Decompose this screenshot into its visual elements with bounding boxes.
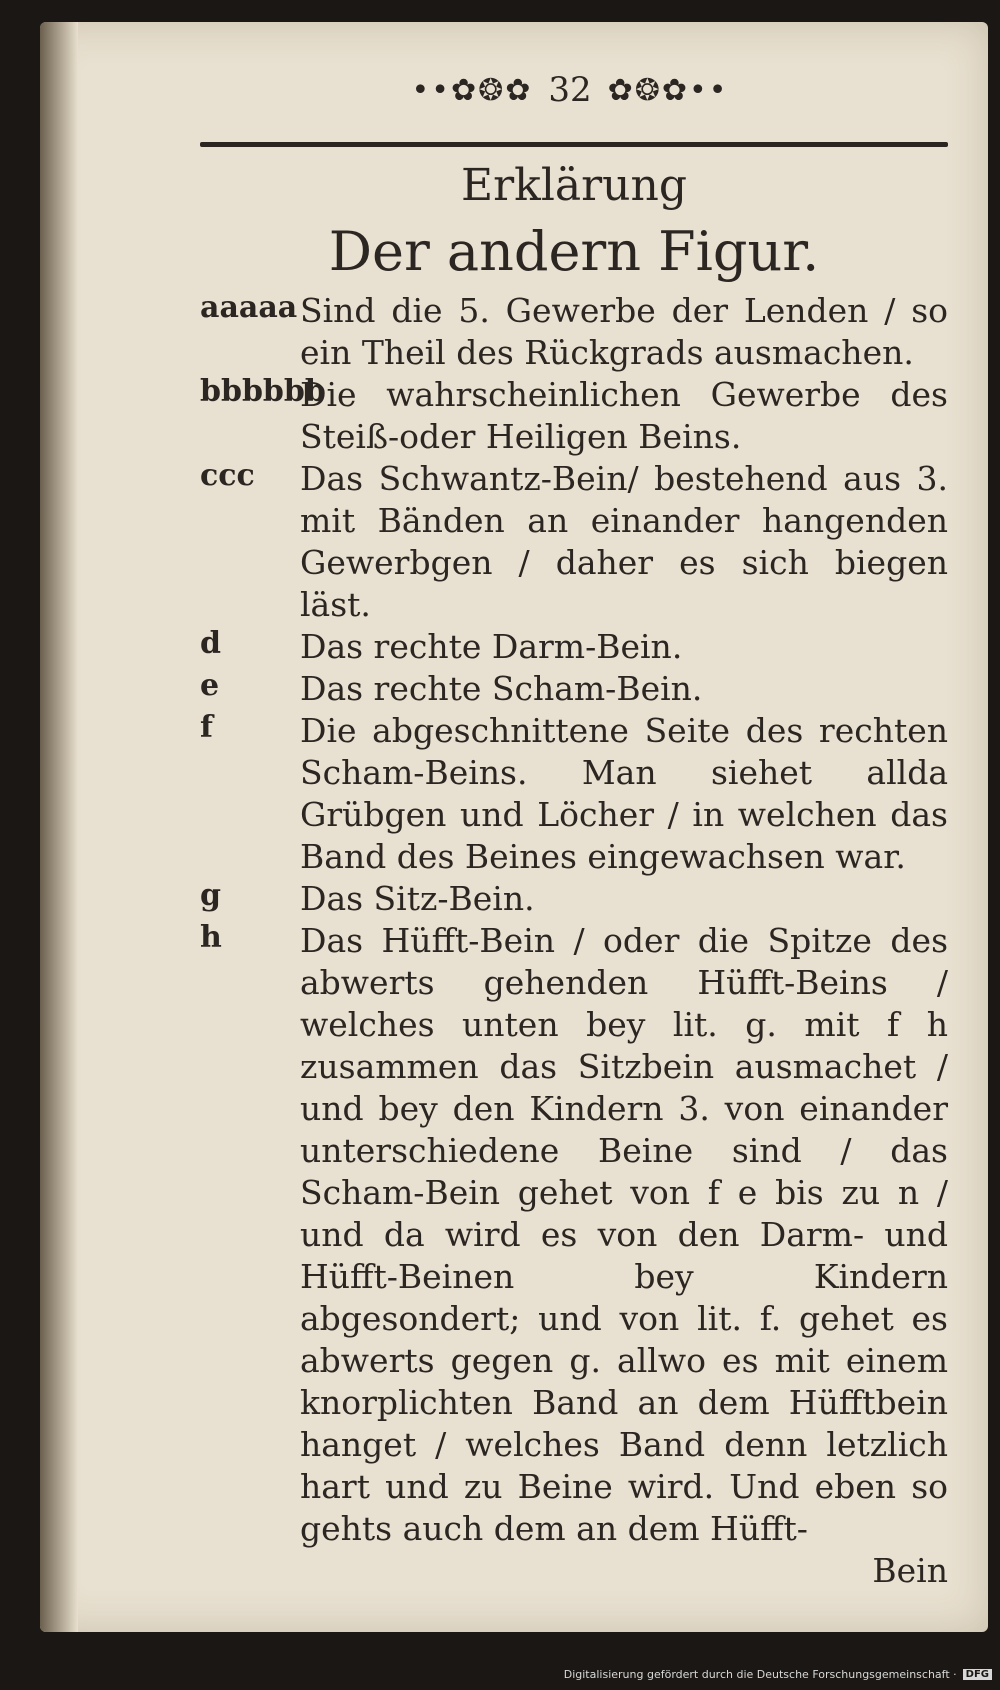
legend-entries — [200, 290, 948, 1592]
page-number: 32 — [548, 70, 592, 110]
entry-label: g — [200, 878, 221, 913]
entry-d — [200, 626, 948, 668]
title-line-2: Der andern Figur. — [328, 220, 820, 283]
title-line-1: Erklärung — [461, 160, 687, 211]
entry-text: Das Sitz-Bein. — [300, 879, 535, 918]
page-header — [200, 68, 940, 148]
entry-text: Sind die 5. Gewerbe der Lenden / so ein Theil des Rückgrads ausmachen. — [300, 291, 948, 372]
entry-text: Das Hüfft-Bein / oder die Spitze des abwerts gehenden Hüfft-Beins / welches unten bey lit. g. mit f h zusammen das Sitzbein ausmachet / und bey den Kindern 3. von einander unterschiedene Beine sind / das Scham-Bein gehet von f e bis zu n / und da wird es von den Darm- und Hüfft-Beinen bey Kindern abgesondert; und von lit. f. gehet es abwerts gegen g. allwo es mit einem knorplichten Band an dem Hüfftbein hanget / welches Band denn letzlich hart und zu Beine wird. Und eben so gehts auch dem an dem Hüfft- — [300, 921, 948, 1548]
entry-label: bbbbbb — [200, 374, 326, 409]
catchword: Bein — [872, 1551, 948, 1590]
entry-label: e — [200, 668, 220, 703]
entry-label: aaaaa — [200, 290, 298, 325]
entry-text: Das rechte Scham-Bein. — [300, 669, 703, 708]
entry-label: h — [200, 920, 222, 955]
entry-text: Die abgeschnittene Seite des rechten Scham-Beins. Man siehet allda Grübgen und Löcher / in welchen das Band des Beines eingewachsen war. — [300, 711, 948, 876]
entry-g — [200, 878, 948, 920]
entry-aaaaa — [200, 290, 948, 374]
page-gutter — [40, 22, 78, 1632]
entry-f — [200, 710, 948, 878]
entry-h — [200, 920, 948, 1550]
entry-ccc — [200, 458, 948, 626]
header-rule — [200, 142, 948, 147]
ornament-right: ✿❂✿•• — [607, 72, 729, 108]
entry-label: ccc — [200, 458, 255, 493]
entry-e — [200, 668, 948, 710]
entry-bbbbbb — [200, 374, 948, 458]
entry-text: Die wahrscheinlichen Gewerbe des Steiß-oder Heiligen Beins. — [300, 375, 948, 456]
ornament-left: ••✿❂✿ — [411, 72, 533, 108]
digitization-credit — [564, 1664, 992, 1684]
entry-text: Das rechte Darm-Bein. — [300, 627, 683, 666]
entry-label: f — [200, 710, 213, 745]
dfg-logo: DFG — [963, 1669, 992, 1680]
entry-text: Das Schwantz-Bein/ bestehend aus 3. mit Bänden an einander hangenden Gewerbgen / daher es sich biegen läst. — [300, 459, 948, 624]
credit-text: Digitalisierung gefördert durch die Deutsche Forschungsgemeinschaft · — [563, 1667, 957, 1681]
entry-label: d — [200, 626, 221, 661]
